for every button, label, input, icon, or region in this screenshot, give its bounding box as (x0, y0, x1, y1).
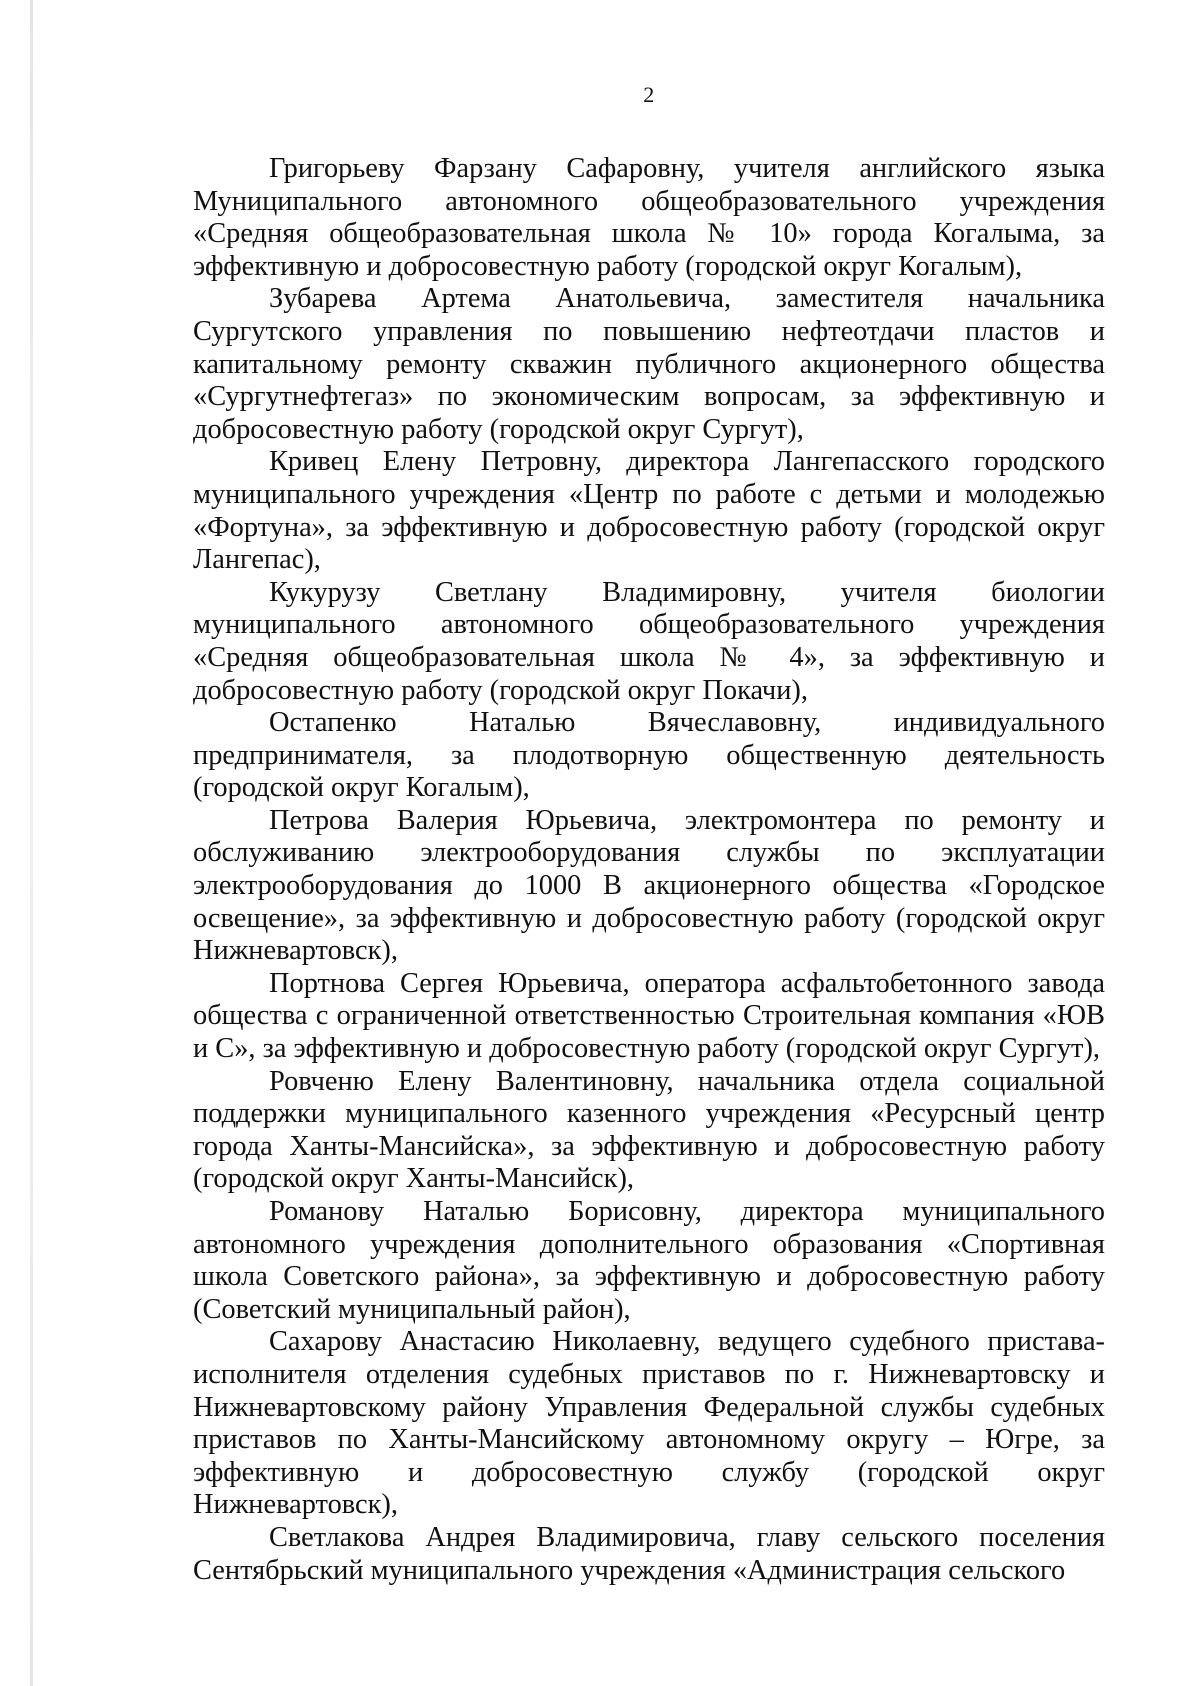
award-entry-ostapenko: Остапенко Наталью Вячеславовну, индивидуального предпринимателя, за плодотворную общественную деятельность (городской округ Когалым), (193, 707, 1105, 804)
document-page (193, 82, 1105, 1587)
award-entry-petrov: Петрова Валерия Юрьевича, электромонтера по ремонту и обслуживанию электрооборудования службы по эксплуатации электрооборудования до 1000 В акционерного общества «Городское освещение», за эффективную и добросовестную работу (городской округ Нижневартовск), (193, 804, 1105, 967)
page-number: 2 (643, 82, 655, 107)
award-entry-kukuruza: Кукурузу Светлану Владимировну, учителя биологии муниципального автономного общеобразовательного учреждения «Средняя общеобразовательная школа № 4», за эффективную и добросовестную работу (городской округ Покачи), (193, 576, 1105, 706)
scan-edge-shadow (30, 0, 33, 1686)
award-entry-sakharova: Сахарову Анастасию Николаевну, ведущего судебного пристава-исполнителя отделения судебных приставов по г. Нижневартовску и Нижневартовскому району Управления Федеральной службы судебных приставов по Ханты-Мансийскому автономному округу – Югре, за эффективную и добросовестную службу (городской округ Нижневартовск), (193, 1326, 1105, 1521)
award-entry-zubarev: Зубарева Артема Анатольевича, заместителя начальника Сургутского управления по повышению нефтеотдачи пластов и капитальному ремонту скважин публичного акционерного общества «Сургутнефтегаз» по экономическим вопросам, за эффективную и добросовестную работу (городской округ Сургут), (193, 283, 1105, 445)
award-entry-romanova: Романову Наталью Борисовну, директора муниципального автономного учреждения дополнительного образования «Спортивная школа Советского района», за эффективную и добросовестную работу (Советский муниципальный район), (193, 1196, 1105, 1325)
award-entry-svetlakov: Светлакова Андрея Владимировича, главу сельского поселения Сентябрьский муниципального учреждения «Администрация сельского (193, 1521, 1105, 1586)
award-entry-krivets: Кривец Елену Петровну, директора Лангепасского городского муниципального учреждения «Центр по работе с детьми и молодежью «Фортуна», за эффективную и добросовестную работу (городской округ Лангепас), (193, 446, 1105, 576)
award-entry-rovchenyu: Ровченю Елену Валентиновну, начальника отдела социальной поддержки муниципального казенного учреждения «Ресурсный центр города Ханты-Мансийска», за эффективную и добросовестную работу (городской округ Ханты-Мансийск), (193, 1065, 1105, 1195)
award-entry-grigoryeva: Григорьеву Фарзану Сафаровну, учителя английского языка Муниципального автономного общеобразовательного учреждения «Средняя общеобразовательная школа № 10» города Когалыма, за эффективную и добросовестную работу (городской округ Когалым), (193, 153, 1105, 282)
award-entry-portnov: Портнова Сергея Юрьевича, оператора асфальтобетонного завода общества с ограниченной ответственностью Строительная компания «ЮВ и С», за эффективную и добросовестную работу (городской округ Сургут), (193, 967, 1105, 1065)
